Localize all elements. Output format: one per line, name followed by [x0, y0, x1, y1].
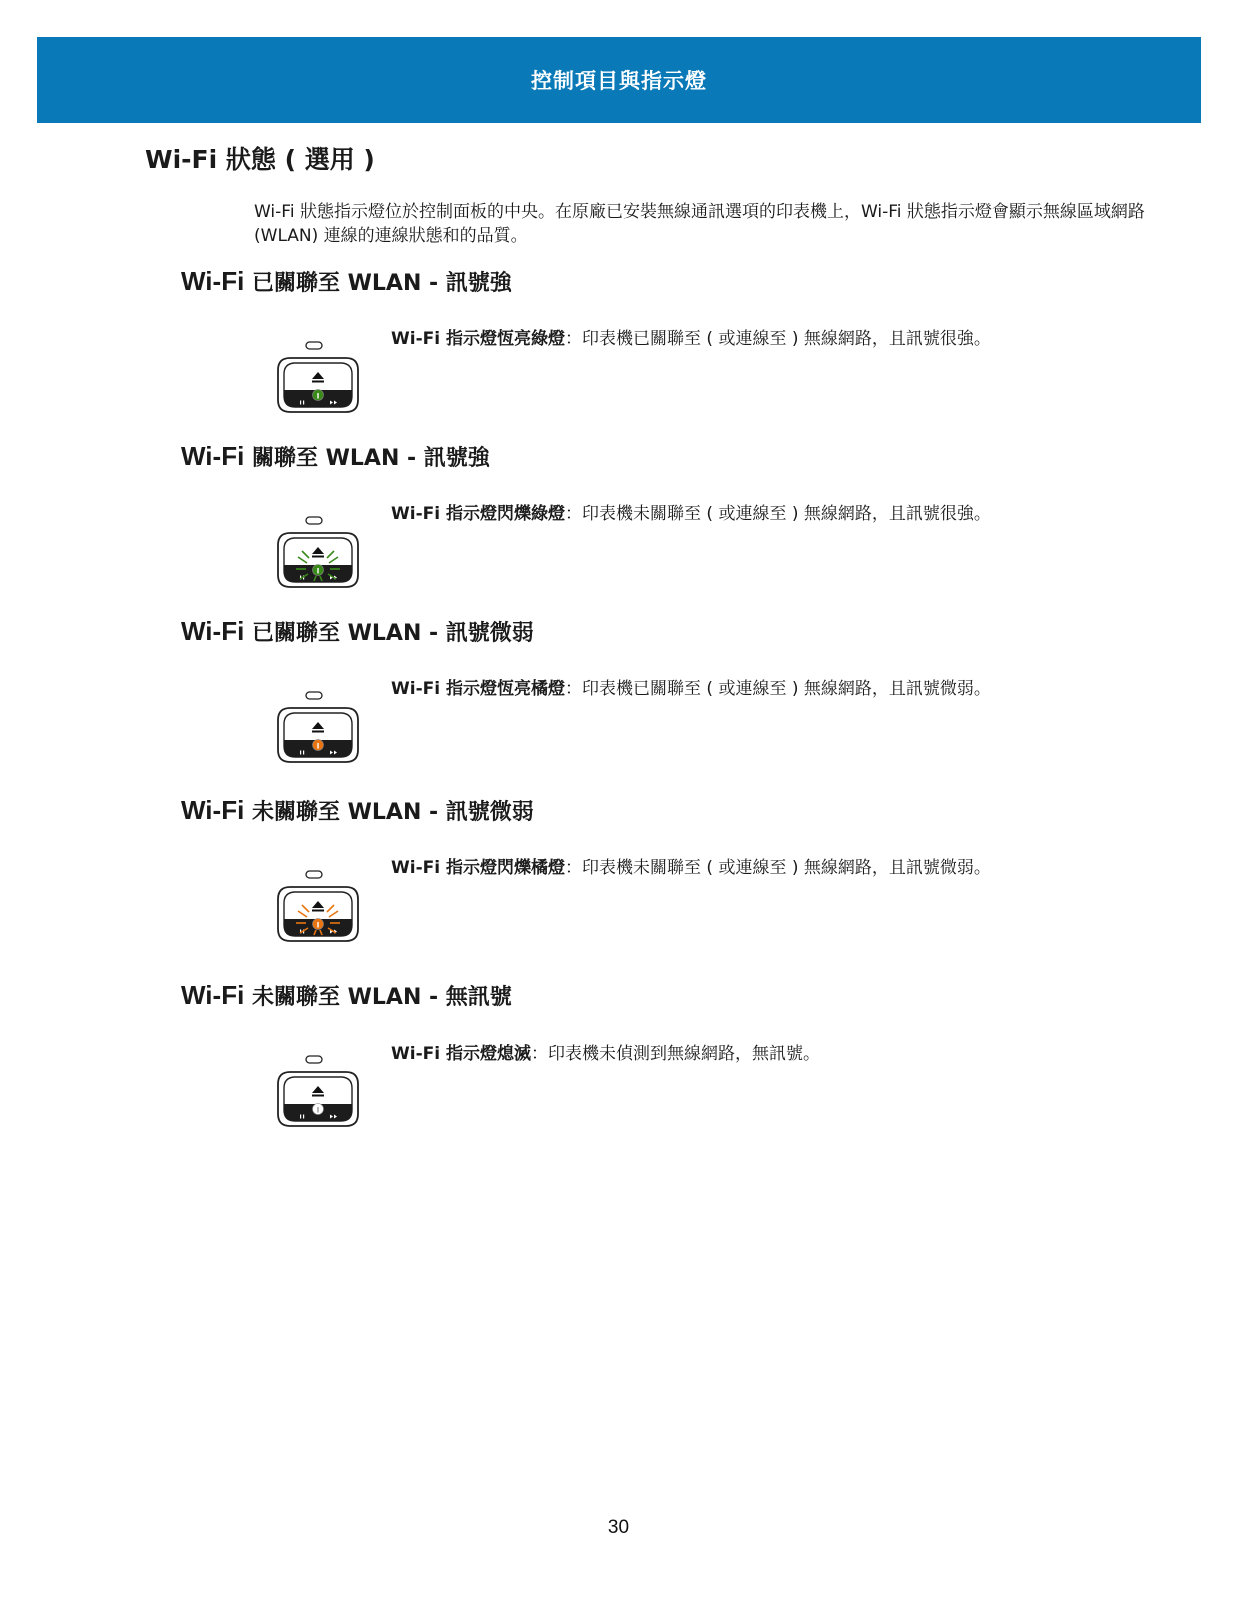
- heading-text: 關聯至 WLAN - 訊號強: [244, 446, 490, 471]
- description-text: ：印表機未關聯至 ( 或連線至 ) 無線網路，且訊號微弱。: [565, 858, 991, 878]
- section-heading-no-signal: [181, 980, 512, 1011]
- pause-icon: [303, 1115, 304, 1119]
- section-heading-associated-strong: [181, 266, 512, 297]
- status-pill-icon: [306, 692, 322, 699]
- heading-text: 未關聯至 WLAN - 無訊號: [244, 985, 512, 1010]
- description-lead: Wi-Fi 指示燈恆亮綠燈: [391, 329, 565, 349]
- heading-text: 已關聯至 WLAN - 訊號微弱: [244, 621, 534, 646]
- section-heading-associated-weak: [181, 616, 534, 647]
- description-text: ：印表機已關聯至 ( 或連線至 ) 無線網路，且訊號微弱。: [565, 679, 991, 699]
- description-lead: Wi-Fi 指示燈閃爍綠燈: [391, 504, 565, 524]
- feed-icon-bar: [312, 731, 324, 733]
- wifi-indicator-panel-icon: [270, 682, 366, 774]
- heading-wifi-label: Wi-Fi: [181, 616, 245, 646]
- pause-icon: [303, 751, 304, 755]
- wifi-indicator-panel-icon: [270, 507, 366, 599]
- section-description: [391, 674, 991, 699]
- heading-text: 已關聯至 WLAN - 訊號強: [244, 271, 512, 296]
- heading-wifi-label: Wi-Fi: [181, 795, 245, 825]
- intro-paragraph: Wi-Fi 狀態指示燈位於控制面板的中央。在原廠已安裝無線通訊選項的印表機上，Wi-Fi 狀態指示燈會顯示無線區域網路 (WLAN) 連線的連線狀態和的品質。: [254, 202, 1145, 246]
- heading-wifi-label: Wi-Fi: [181, 266, 245, 296]
- heading-wifi-label: Wi-Fi: [181, 441, 245, 471]
- section-description: [391, 499, 991, 524]
- status-pill-icon: [306, 342, 322, 349]
- page-title: Wi-Fi 狀態 ( 選用 ): [145, 145, 375, 174]
- section-description: [391, 1039, 820, 1064]
- feed-icon-bar: [312, 556, 324, 558]
- section-heading-not-associated-strong: [181, 441, 490, 472]
- pause-icon: [300, 1115, 301, 1119]
- feed-icon-bar: [312, 1095, 324, 1097]
- description-text: ：印表機已關聯至 ( 或連線至 ) 無線網路，且訊號很強。: [565, 329, 991, 349]
- pause-icon: [303, 401, 304, 405]
- wifi-indicator-panel-icon: [270, 1046, 366, 1138]
- wifi-antenna-icon: [317, 568, 318, 574]
- wifi-indicator-panel-icon: [270, 861, 366, 953]
- heading-wifi-label: Wi-Fi: [181, 980, 245, 1010]
- pause-icon: [300, 751, 301, 755]
- wifi-antenna-icon: [317, 393, 318, 399]
- banner-title: 控制項目與指示燈: [531, 69, 707, 93]
- description-text: ：印表機未關聯至 ( 或連線至 ) 無線網路，且訊號很強。: [565, 504, 991, 524]
- header-banner: [37, 37, 1201, 123]
- wifi-antenna-icon: [317, 743, 318, 749]
- wifi-antenna-icon: [317, 1107, 318, 1113]
- status-pill-icon: [306, 1056, 322, 1063]
- description-lead: Wi-Fi 指示燈閃爍橘燈: [391, 858, 565, 878]
- pause-icon: [300, 401, 301, 405]
- description-lead: Wi-Fi 指示燈熄滅: [391, 1044, 531, 1064]
- page-number: 30: [607, 1517, 630, 1538]
- description-text: ：印表機未偵測到無線網路，無訊號。: [531, 1044, 820, 1064]
- status-pill-icon: [306, 871, 322, 878]
- feed-icon-bar: [312, 381, 324, 383]
- wifi-indicator-panel-icon: [270, 332, 366, 424]
- heading-text: 未關聯至 WLAN - 訊號微弱: [244, 800, 534, 825]
- status-pill-icon: [306, 517, 322, 524]
- wifi-antenna-icon: [317, 922, 318, 928]
- section-description: [391, 324, 991, 349]
- section-description: [391, 853, 991, 878]
- section-heading-not-associated-weak: [181, 795, 534, 826]
- description-lead: Wi-Fi 指示燈恆亮橘燈: [391, 679, 565, 699]
- feed-icon-bar: [312, 910, 324, 912]
